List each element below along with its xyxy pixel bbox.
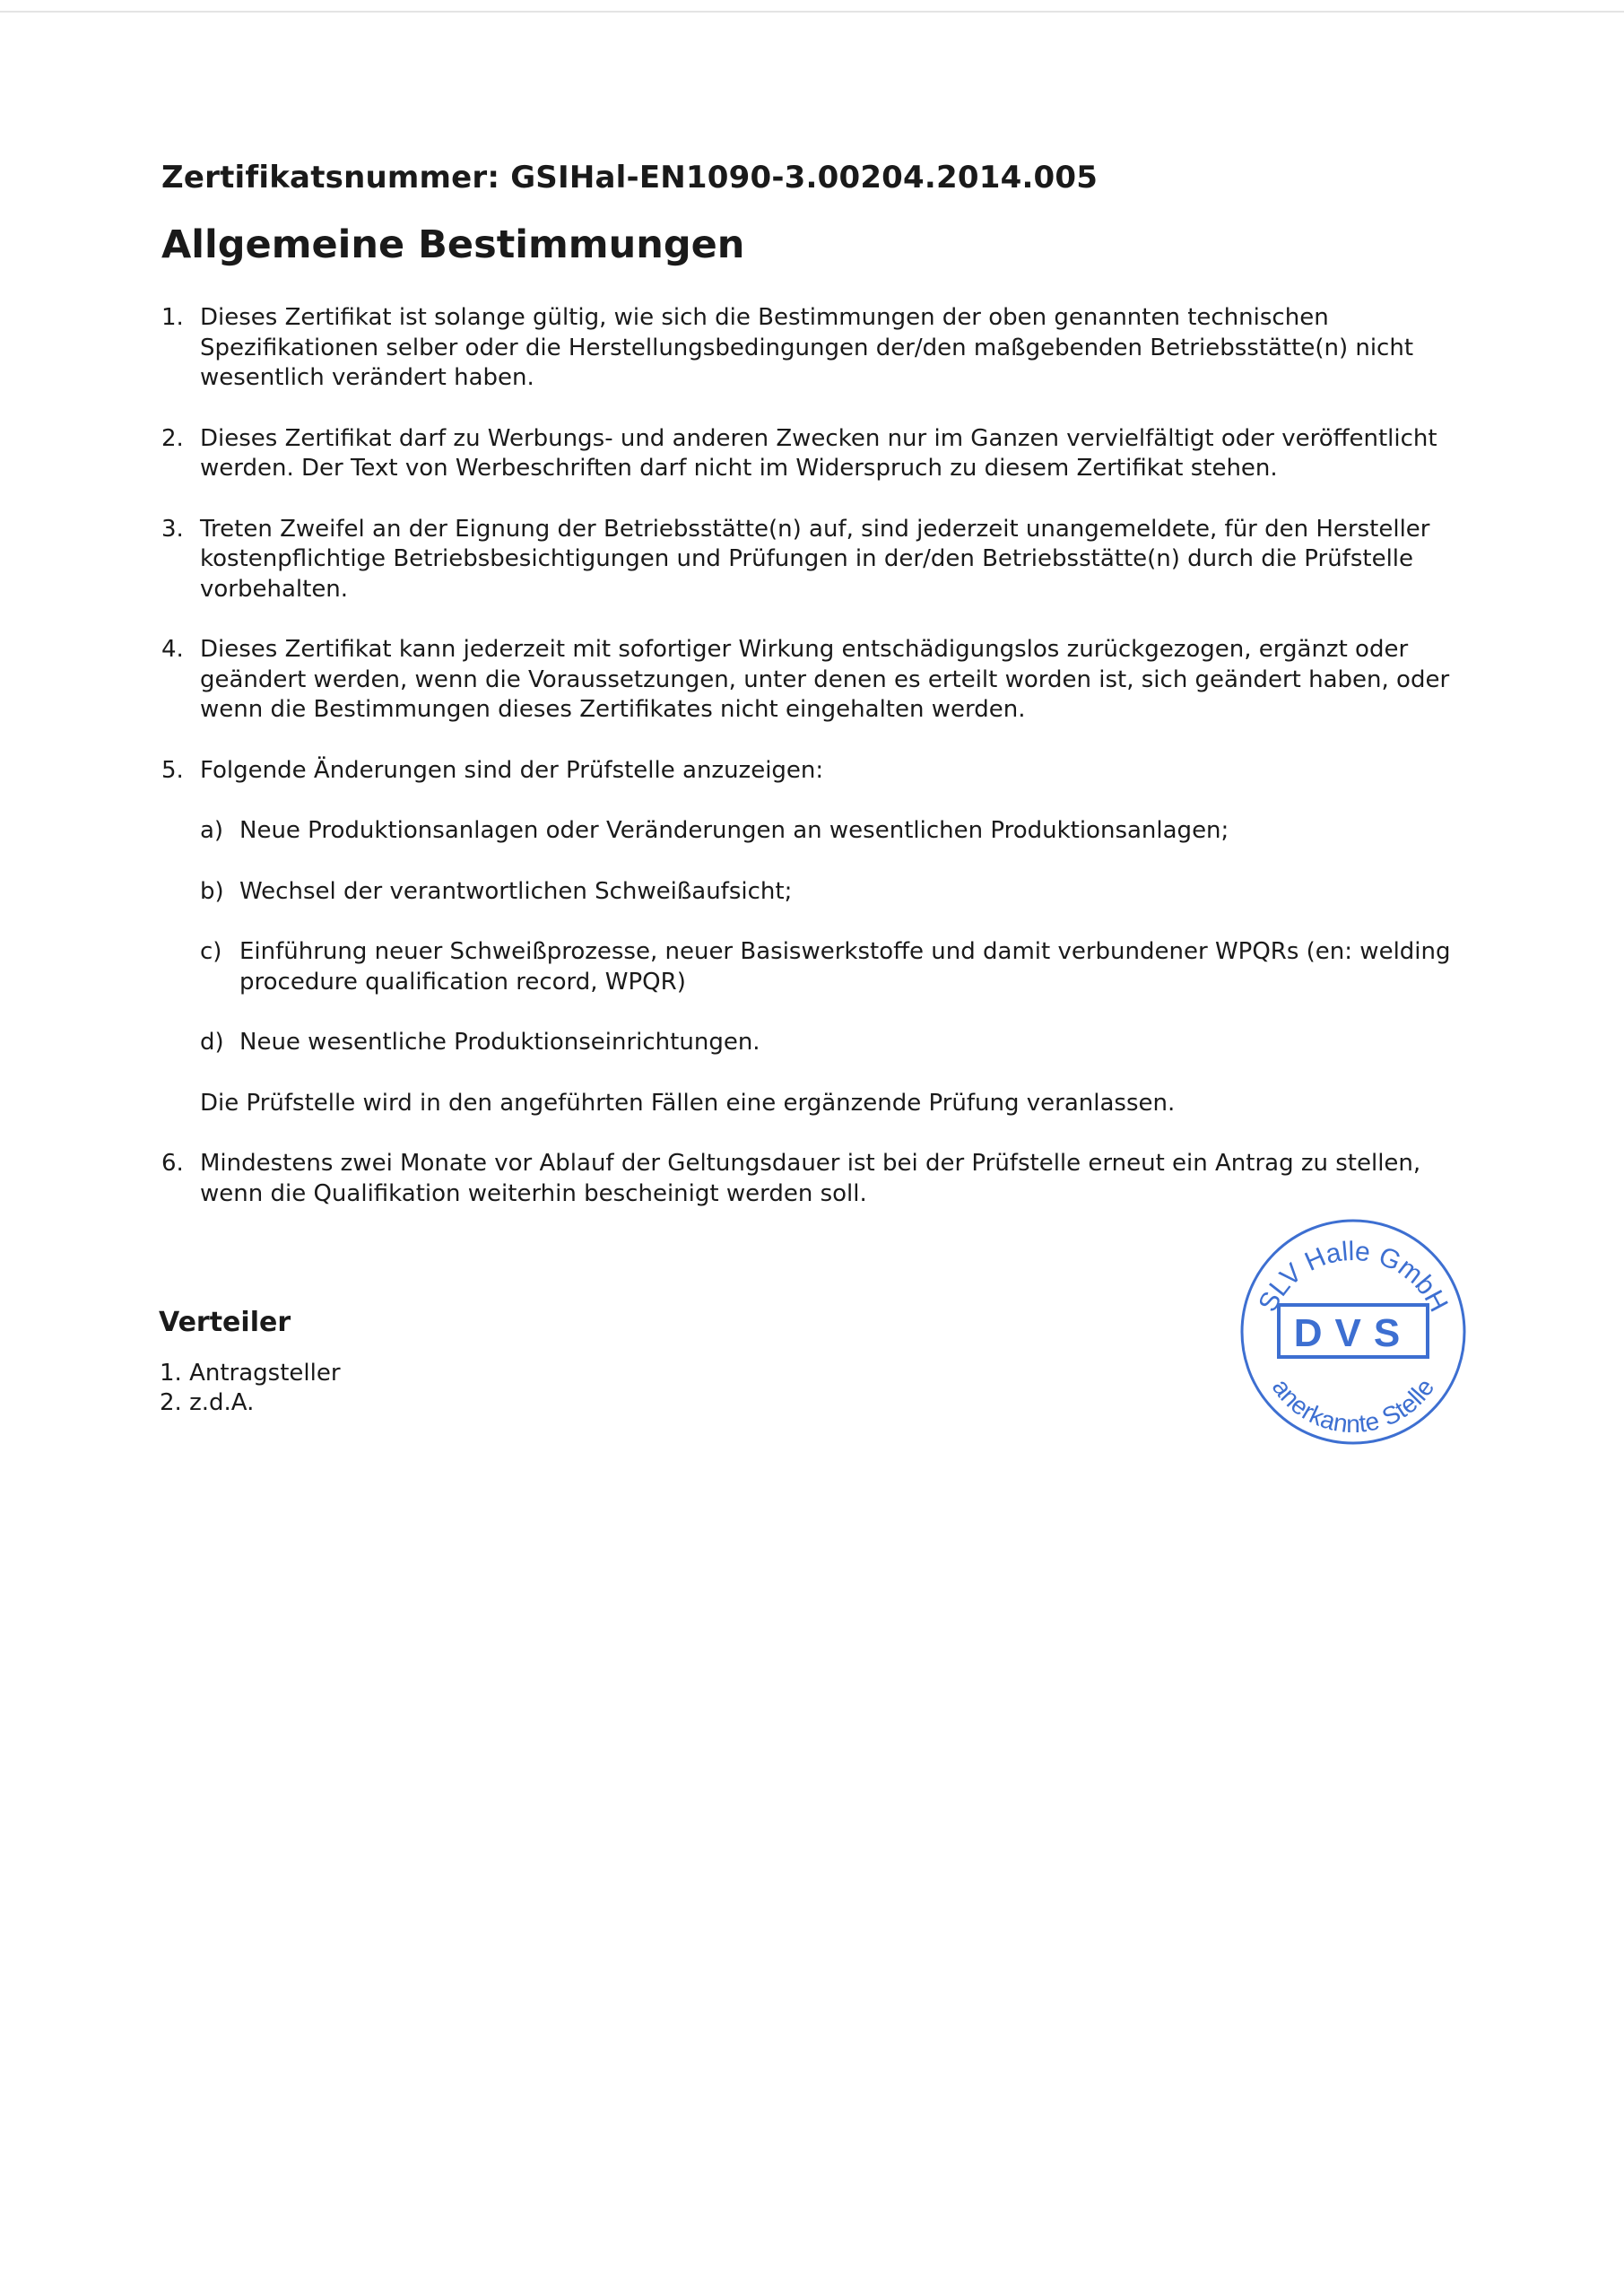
provision-text: Dieses Zertifikat ist solange gültig, wie sich die Bestimmungen der oben genannten technischen Spezifikationen selber oder die Herstellungsbedingungen der/den maßgebenden Betriebsstätte(n) nicht wesentlich verändert haben. bbox=[200, 304, 1414, 391]
page-title: Allgemeine Bestimmungen bbox=[161, 222, 745, 267]
provisions-list bbox=[161, 303, 1489, 1239]
provision-item bbox=[161, 424, 1489, 484]
subitem-text: Einführung neuer Schweißprozesse, neuer Basiswerkstoffe und damit verbundener WPQRs (en: welding procedure qualification record, WPQR) bbox=[239, 938, 1451, 996]
stamp-center-text: DVS bbox=[1293, 1311, 1413, 1355]
provision-text: Mindestens zwei Monate vor Ablauf der Geltungsdauer ist bei der Prüfstelle erneut ein Antrag zu stellen, wenn die Qualifikation weiterhin bescheinigt werden soll. bbox=[200, 1150, 1421, 1207]
distribution-item: 2. z.d.A. bbox=[160, 1389, 255, 1416]
provision-number: 5. bbox=[161, 756, 184, 784]
provision-number: 1. bbox=[161, 304, 184, 331]
distribution-heading: Verteiler bbox=[159, 1307, 291, 1338]
provision-subitem bbox=[200, 877, 1489, 908]
distribution-list bbox=[160, 1359, 341, 1418]
provision-number: 6. bbox=[161, 1150, 184, 1177]
provision-text: Folgende Änderungen sind der Prüfstelle anzuzeigen: bbox=[200, 756, 824, 784]
subitem-letter: d) bbox=[200, 1029, 224, 1056]
provision-item bbox=[161, 303, 1489, 394]
provision-subitem bbox=[200, 937, 1489, 997]
stamp-top-text: SLV Halle GmbH bbox=[1253, 1236, 1454, 1318]
provision-text: Dieses Zertifikat kann jederzeit mit sofortiger Wirkung entschädigungslos zurückgezogen, ergänzt oder geändert werden, wenn die Voraussetzungen, unter denen es erteilt worden ist, sich geändert haben, oder wenn die Bestimmungen dieses Zertifikates nicht eingehalten werden. bbox=[200, 636, 1450, 723]
subitem-text: Neue wesentliche Produktionseinrichtungen. bbox=[239, 1029, 760, 1056]
stamp-bottom-text: anerkannte Stelle bbox=[1266, 1373, 1440, 1439]
provision-note: Die Prüfstelle wird in den angeführten Fällen eine ergänzende Prüfung veranlassen. bbox=[200, 1089, 1176, 1117]
subitem-text: Wechsel der verantwortlichen Schweißaufsicht; bbox=[239, 877, 793, 905]
provision-text: Dieses Zertifikat darf zu Werbungs- und anderen Zwecken nur im Ganzen vervielfältigt oder veröffentlicht werden. Der Text von Werbeschriften darf nicht im Widerspruch zu diesem Zertifikat stehen. bbox=[200, 424, 1437, 482]
scan-top-edge bbox=[0, 11, 1624, 13]
subitem-text: Neue Produktionsanlagen oder Veränderungen an wesentlichen Produktionsanlagen; bbox=[239, 817, 1229, 844]
provision-text: Treten Zweifel an der Eignung der Betriebsstätte(n) auf, sind jederzeit unangemeldete, für den Hersteller kostenpflichtige Betriebsbesichtigungen und Prüfungen in der/den Betriebsstätte(n) durch die Prüfstelle vorbehalten. bbox=[200, 515, 1430, 603]
provision-item bbox=[161, 515, 1489, 605]
distribution-item: 1. Antragsteller bbox=[160, 1360, 341, 1387]
dvs-stamp bbox=[1232, 1211, 1474, 1453]
certificate-number: Zertifikatsnummer: GSIHal-EN1090-3.00204.2014.005 bbox=[161, 160, 1099, 196]
provision-number: 2. bbox=[161, 424, 184, 452]
provision-number: 4. bbox=[161, 636, 184, 663]
provision-item bbox=[161, 1149, 1489, 1209]
subitem-letter: b) bbox=[200, 877, 224, 905]
provision-subitem bbox=[200, 816, 1489, 847]
subitem-letter: c) bbox=[200, 938, 222, 965]
subitem-letter: a) bbox=[200, 817, 224, 844]
provision-subitem bbox=[200, 1028, 1489, 1058]
provision-number: 3. bbox=[161, 515, 184, 543]
provision-item bbox=[161, 635, 1489, 726]
provision-item bbox=[161, 756, 1489, 1119]
